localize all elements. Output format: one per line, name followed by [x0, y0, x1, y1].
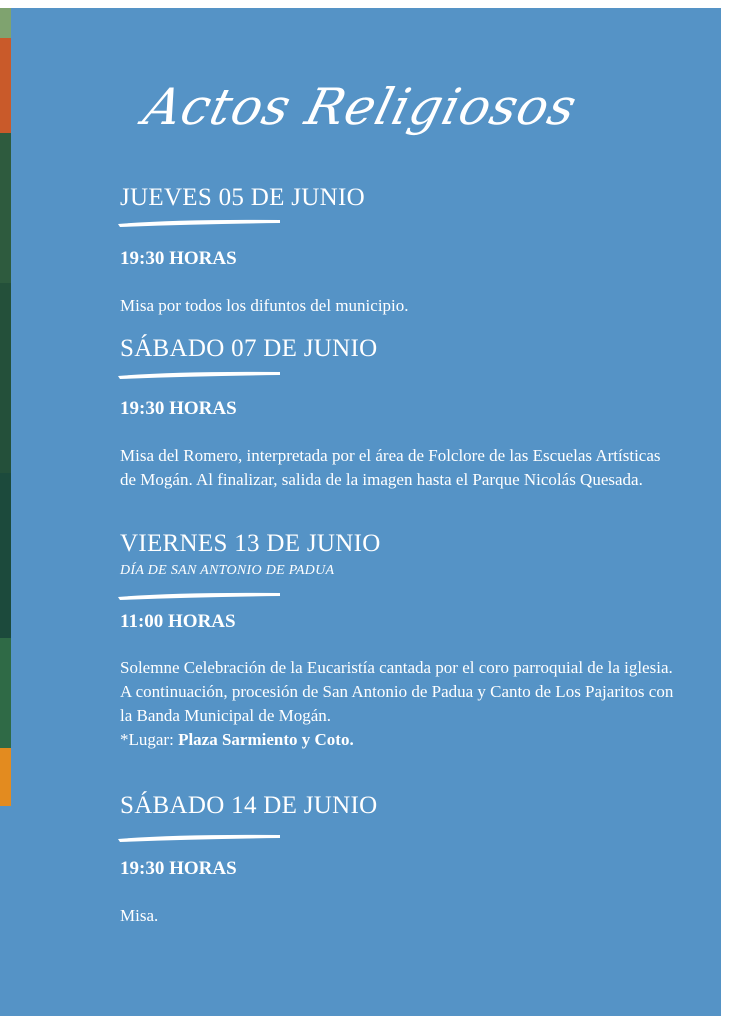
event-1-day: JUEVES 05 DE JUNIO	[120, 184, 365, 211]
event-4-day: SÁBADO 14 DE JUNIO	[120, 792, 378, 819]
event-3-subtitle: DÍA DE SAN ANTONIO DE PADUA	[120, 563, 335, 578]
event-1-time: 19:30 HORAS	[120, 248, 237, 269]
event-3-description	[120, 656, 680, 752]
page-title: Actos Religiosos	[137, 78, 584, 136]
event-3-day: VIERNES 13 DE JUNIO	[120, 530, 381, 557]
brush-underline	[116, 366, 282, 380]
event-3-location-label: *Lugar:	[120, 730, 174, 749]
event-3-location: Plaza Sarmiento y Coto.	[178, 730, 354, 749]
brush-underline	[116, 587, 282, 601]
program-page	[0, 8, 721, 1016]
event-4-description: Misa.	[120, 906, 159, 925]
brush-underline	[116, 214, 282, 228]
event-1-description: Misa por todos los difuntos del municipio.	[120, 296, 409, 315]
brush-underline	[116, 829, 282, 843]
event-3-time: 11:00 HORAS	[120, 611, 236, 632]
event-2-description: Misa del Romero, interpretada por el área de Folclore de las Escuelas Artísticas de Mogán. Al finalizar, salida de la imagen hasta el Parque Nicolás Quesada.	[120, 446, 661, 489]
event-2-day: SÁBADO 07 DE JUNIO	[120, 335, 378, 362]
event-3-description-text: Solemne Celebración de la Eucaristía cantada por el coro parroquial de la iglesia. A continuación, procesión de San Antonio de Padua y Canto de Los Pajaritos con la Banda Municipal de Mogán.	[120, 658, 674, 725]
event-4-time: 19:30 HORAS	[120, 858, 237, 879]
event-2-time: 19:30 HORAS	[120, 398, 237, 419]
